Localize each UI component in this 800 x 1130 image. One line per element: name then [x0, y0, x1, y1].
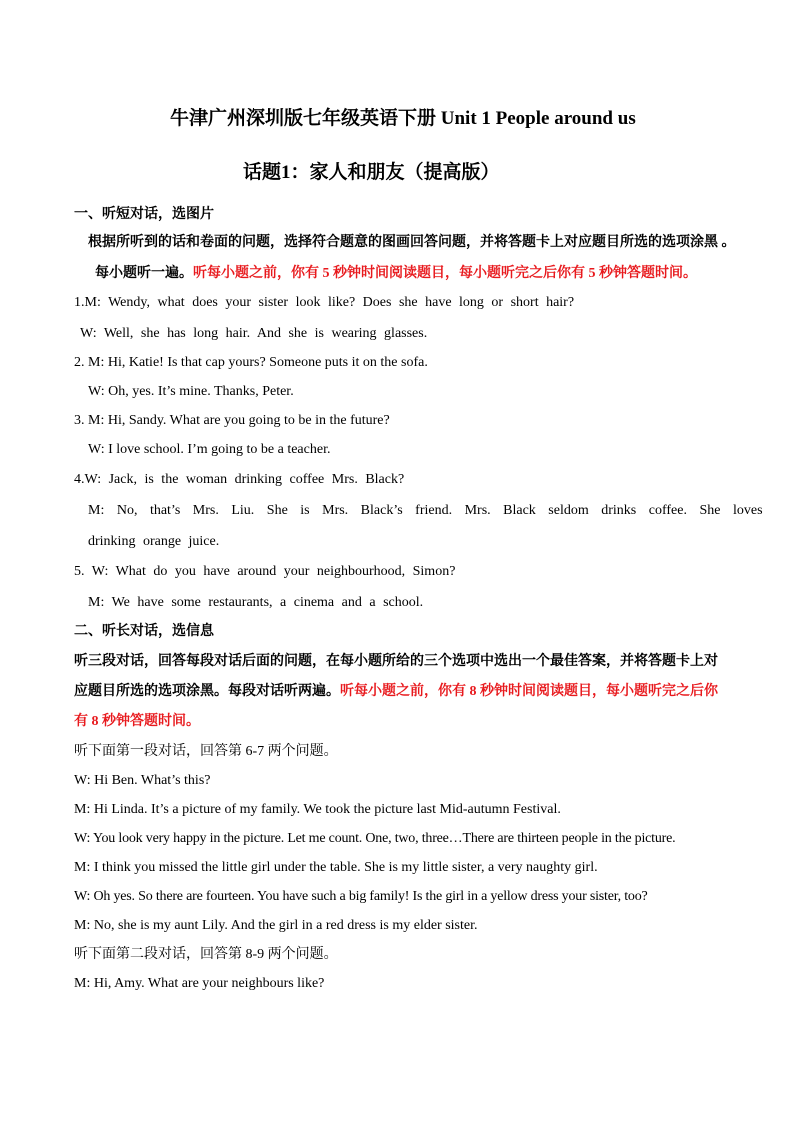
section2-instruction-line2 [74, 683, 718, 701]
section2-instruction-red: 听每小题之前，你有 8 秒钟时间阅读题目，每小题听完之后你 [340, 684, 718, 699]
transcript-line: W: Oh yes. So there are fourteen. You have such a big family! Is the girl in a yellow dress your sister, too? [74, 889, 648, 904]
dialogue-line: 4.W: Jack, is the woman drinking coffee Mrs. Black? [74, 472, 405, 487]
section2-heading: 二、听长对话，选信息 [74, 624, 214, 639]
dialogue-line: 5. W: What do you have around your neighbourhood, Simon? [74, 564, 456, 579]
dialogue-line: 1.M: Wendy, what does your sister look like? Does she have long or short hair? [74, 295, 575, 310]
dialogue-line: drinking orange juice. [88, 534, 220, 549]
dialogue-line: W: Well, she has long hair. And she is wearing glasses. [80, 326, 428, 341]
section1-instruction-line1: 根据所听到的话和卷面的问题，选择符合题意的图画回答问题，并将答题卡上对应题目所选的选项涂黑 。 [88, 235, 736, 250]
transcript-line: 听下面第二段对话，回答第 8-9 两个问题。 [74, 947, 338, 962]
section2-instruction-line3: 有 8 秒钟答题时间。 [74, 714, 200, 729]
transcript-line: M: Hi, Amy. What are your neighbours like? [74, 976, 325, 991]
dialogue-line: 2. M: Hi, Katie! Is that cap yours? Someone puts it on the sofa. [74, 355, 428, 370]
section1-instruction-line2 [95, 265, 697, 283]
transcript-line: M: No, she is my aunt Lily. And the girl in a red dress is my elder sister. [74, 918, 478, 933]
section1-heading: 一、听短对话，选图片 [74, 207, 214, 222]
section1-instruction-black: 每小题听一遍。 [95, 266, 193, 281]
section2-instruction-line1: 听三段对话，回答每段对话后面的问题，在每小题所给的三个选项中选出一个最佳答案，并将答题卡上对 [74, 654, 718, 669]
dialogue-line: W: I love school. I’m going to be a teacher. [88, 442, 331, 457]
transcript-line: 听下面第一段对话，回答第 6-7 两个问题。 [74, 744, 338, 759]
document-title: 牛津广州深圳版七年级英语下册 Unit 1 People around us [170, 108, 636, 129]
dialogue-line: M: We have some restaurants, a cinema and a school. [88, 595, 424, 610]
transcript-line: W: You look very happy in the picture. Let me count. One, two, three…There are thirteen people in the picture. [74, 831, 676, 846]
transcript-line: M: Hi Linda. It’s a picture of my family. We took the picture last Mid-autumn Festival. [74, 802, 561, 817]
dialogue-line: M: No, that’s Mrs. Liu. She is Mrs. Black’s friend. Mrs. Black seldom drinks coffee. She loves [88, 503, 763, 518]
transcript-line: M: I think you missed the little girl under the table. She is my little sister, a very naughty girl. [74, 860, 598, 875]
section1-instruction-red: 听每小题之前，你有 5 秒钟时间阅读题目，每小题听完之后你有 5 秒钟答题时间。 [193, 266, 697, 281]
dialogue-line: W: Oh, yes. It’s mine. Thanks, Peter. [88, 384, 294, 399]
dialogue-line: 3. M: Hi, Sandy. What are you going to be in the future? [74, 413, 390, 428]
section2-instruction-black: 应题目所选的选项涂黑。每段对话听两遍。 [74, 684, 340, 699]
transcript-line: W: Hi Ben. What’s this? [74, 773, 211, 788]
document-subtitle: 话题1：家人和朋友（提高版） [243, 162, 500, 183]
